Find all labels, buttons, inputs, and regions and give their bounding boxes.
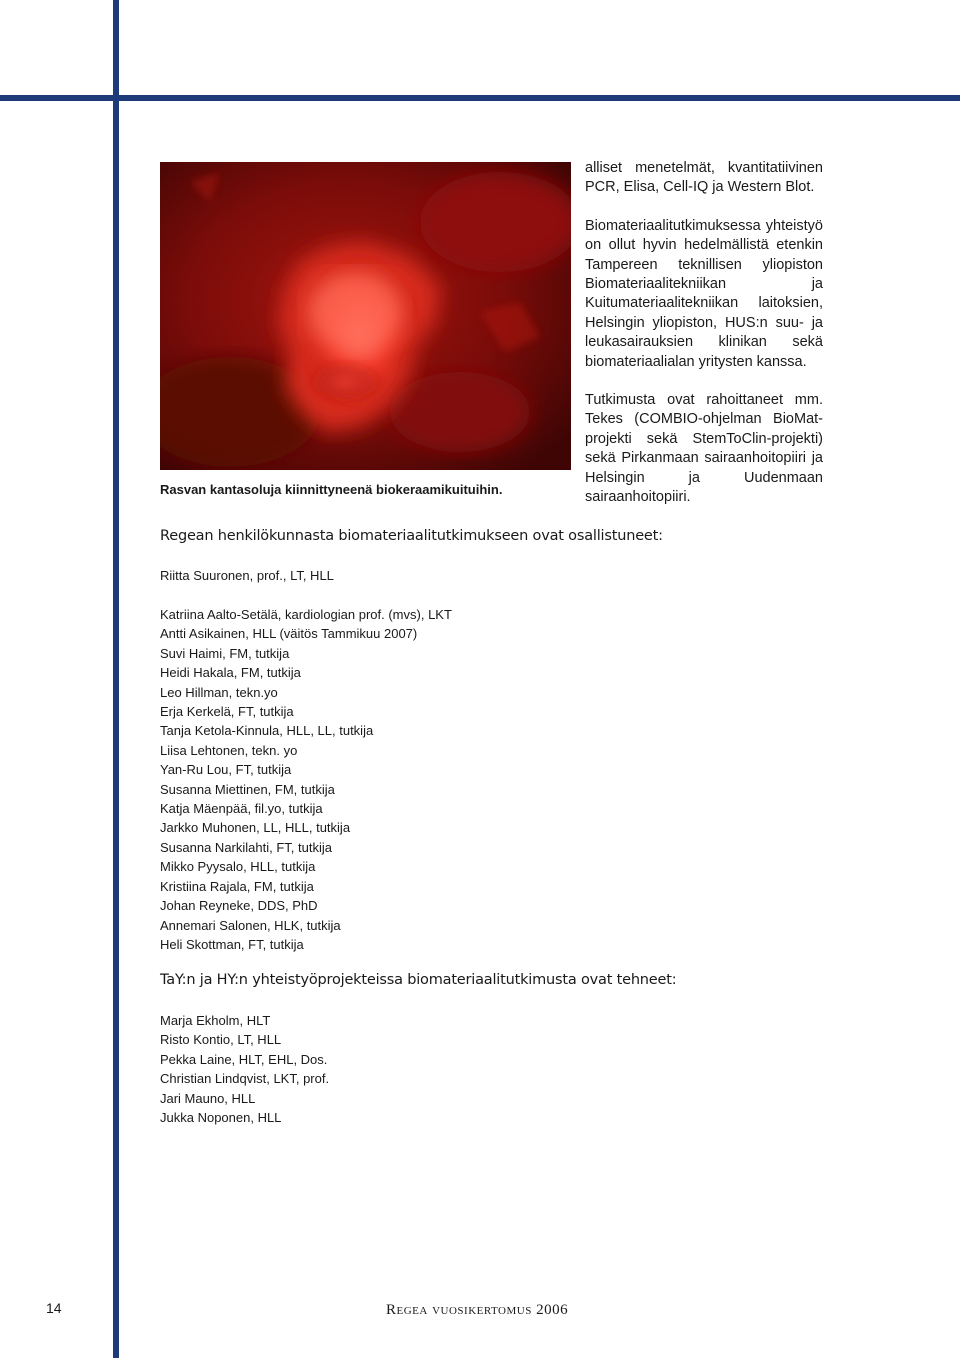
list-item: Suvi Haimi, FM, tutkija bbox=[160, 645, 290, 661]
horizontal-rule bbox=[0, 95, 960, 101]
list-item: Johan Reyneke, DDS, PhD bbox=[160, 898, 318, 914]
vertical-rule bbox=[113, 0, 119, 1358]
paragraph-methods: alliset menetelmät, kvantitatiivinen PCR, Elisa, Cell-IQ ja Western Blot. bbox=[585, 160, 823, 196]
list-item: Susanna Miettinen, FM, tutkija bbox=[160, 781, 335, 797]
list-item: Marja Ekholm, HLT bbox=[160, 1013, 271, 1028]
list-item: Katja Mäenpää, fil.yo, tutkija bbox=[160, 801, 323, 817]
list-item: Katriina Aalto-Setälä, kardiologian prof. (mvs), LKT bbox=[160, 607, 452, 622]
staff-member-list bbox=[160, 605, 452, 954]
paragraph-collaboration: Biomateriaalitutkimuksessa yhteistyö on ollut hyvin hedelmällistä etenkin Tampereen teknillisen yliopiston Biomateriaalitekniikan ja Kuitumateriaalitekniikan laitoksien, Helsingin yliopiston, HUS:n suu- ja leukasairauksien klinikan sekä biomateriaalialan yritysten kanssa. bbox=[585, 217, 823, 370]
list-item: Antti Asikainen, HLL (väitös Tammikuu 2007) bbox=[160, 626, 418, 642]
list-item: Christian Lindqvist, LKT, prof. bbox=[160, 1071, 330, 1087]
list-item: Mikko Pyysalo, HLL, tutkija bbox=[160, 859, 316, 875]
list-item: Kristiina Rajala, FM, tutkija bbox=[160, 878, 314, 894]
list-item: Jarkko Muhonen, LL, HLL, tutkija bbox=[160, 820, 351, 836]
list-item: Riitta Suuronen, prof., LT, HLL bbox=[160, 568, 334, 583]
body-column bbox=[585, 159, 823, 527]
list-item: Risto Kontio, LT, HLL bbox=[160, 1032, 282, 1048]
list-item: Tanja Ketola-Kinnula, HLL, LL, tutkija bbox=[160, 723, 374, 739]
list-item: Erja Kerkelä, FT, tutkija bbox=[160, 704, 294, 720]
list-item: Jari Mauno, HLL bbox=[160, 1090, 256, 1106]
list-item: Liisa Lehtonen, tekn. yo bbox=[160, 742, 298, 758]
list-item: Pekka Laine, HLT, EHL, Dos. bbox=[160, 1051, 328, 1067]
list-item: Heidi Hakala, FM, tutkija bbox=[160, 665, 301, 681]
publication-title: Regea vuosikertomus 2006 bbox=[386, 1302, 569, 1318]
list-item: Susanna Narkilahti, FT, tutkija bbox=[160, 839, 332, 855]
list-item: Yan-Ru Lou, FT, tutkija bbox=[160, 762, 292, 778]
photo-caption: Rasvan kantasoluja kiinnittyneenä biokeraamikuituihin. bbox=[160, 482, 503, 497]
list-item: Jukka Noponen, HLL bbox=[160, 1110, 282, 1126]
section-title-staff: Regean henkilökunnasta biomateriaalitutkimukseen ovat osallistuneet: bbox=[160, 528, 663, 544]
list-item: Leo Hillman, tekn.yo bbox=[160, 684, 278, 700]
paragraph-funding: Tutkimusta ovat rahoittaneet mm. Tekes (COMBIO-ohjelman BioMat-projekti sekä StemToClin-projekti) sekä Pirkanmaan sairaanhoitopiiri ja Helsingin ja Uudenmaan sairaanhoitopiiri. bbox=[585, 392, 823, 506]
staff-lead-list bbox=[160, 566, 334, 585]
section-title-collaboration: TaY:n ja HY:n yhteistyöprojekteissa biomateriaalitutkimusta ovat tehneet: bbox=[160, 972, 677, 988]
page-number: 14 bbox=[46, 1300, 62, 1316]
collaboration-member-list bbox=[160, 1011, 329, 1127]
list-item: Annemari Salonen, HLK, tutkija bbox=[160, 917, 341, 933]
microscopy-photo bbox=[160, 162, 571, 470]
list-item: Heli Skottman, FT, tutkija bbox=[160, 936, 304, 952]
